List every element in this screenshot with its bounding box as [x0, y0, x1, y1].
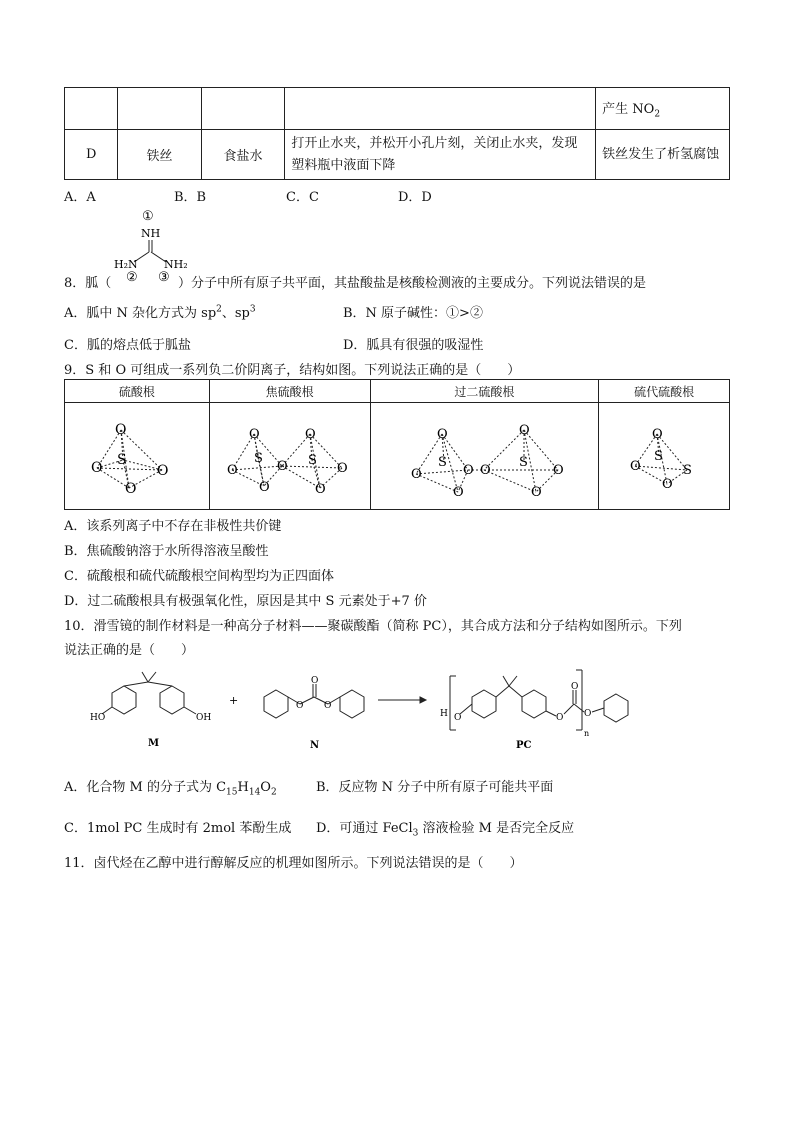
thiosulfate-structure: [601, 404, 727, 504]
table-cell: 铁丝: [118, 130, 202, 180]
svg-text:O: O: [662, 477, 673, 492]
q10-option-c: C．1mol PC 生成时有 2mol 苯酚生成: [64, 821, 292, 836]
svg-text:O: O: [336, 461, 348, 476]
svg-text:S: S: [307, 453, 317, 468]
q9-option-d: D．过二硫酸根具有极强氧化性，原因是其中 S 元素处于+7 价: [64, 594, 427, 609]
q10-stem-line1: 10．滑雪镜的制作材料是一种高分子材料——聚碳酸酯（简称 PC），其合成方法和分子结构如图所示。下列: [64, 619, 682, 634]
svg-text:O: O: [258, 480, 270, 495]
svg-text:NH₂: NH₂: [164, 258, 188, 271]
table-cell: 打开止水夹，并松开小孔片刻，关闭止水夹，发现塑料瓶中液面下降: [285, 130, 596, 180]
svg-text:H₂N: H₂N: [114, 258, 138, 271]
svg-text:O: O: [156, 463, 169, 479]
table-cell: 产生 $NO_2$: [596, 88, 730, 130]
svg-text:S: S: [683, 463, 693, 478]
q8-stem: 8．胍（ ）分子中所有原子共平面，其盐酸盐是核酸检测液的主要成分。下列说法错误的是: [64, 276, 647, 291]
svg-text:O: O: [553, 463, 565, 478]
svg-text:O: O: [314, 482, 326, 497]
q9-stem: 9．S 和 O 可组成一系列负二价阴离子，结构如图。下列说法正确的是（ ）: [64, 363, 521, 378]
q8-option-a: A．胍中 N 杂化方式为 $sp^2$、$sp^3$: [64, 304, 256, 321]
svg-text:S: S: [116, 452, 127, 468]
svg-text:PC: PC: [516, 740, 532, 751]
q10-option-d: D．可通过 FeCl$_3$ 溶液检验 M 是否完全反应: [316, 821, 575, 839]
svg-text:O: O: [571, 682, 579, 692]
q7-option-a: A．A: [64, 190, 96, 205]
svg-text:O: O: [226, 463, 238, 478]
svg-text:O: O: [454, 713, 462, 723]
q8-option-b: B．N 原子碱性：①>②: [343, 306, 483, 321]
svg-text:③: ③: [158, 270, 170, 282]
svg-text:O: O: [114, 422, 127, 438]
svg-text:②: ②: [126, 270, 138, 282]
pc-synthesis-scheme: [64, 664, 664, 758]
table-row: [65, 380, 730, 403]
table-row: [65, 403, 730, 510]
table-cell: 食盐水: [201, 130, 285, 180]
q10-option-b: B．反应物 N 分子中所有原子可能共平面: [316, 780, 554, 795]
svg-text:O: O: [519, 423, 531, 438]
svg-text:O: O: [124, 481, 137, 497]
table-cell: 铁丝发生了析氢腐蚀: [596, 130, 730, 180]
header-thiosulfate: 硫代硫酸根: [599, 380, 730, 403]
peroxydisulfate-structure: [372, 404, 596, 504]
sulfate-structure: [67, 404, 207, 504]
svg-text:O: O: [531, 485, 543, 500]
svg-text:O: O: [556, 713, 564, 723]
svg-text:S: S: [253, 451, 263, 466]
q9-option-c: C．硫酸根和硫代硫酸根空间构型均为正四面体: [64, 569, 334, 584]
sulfate-figure-cell: [65, 403, 210, 510]
svg-text:O: O: [90, 460, 103, 476]
svg-text:O: O: [630, 459, 641, 474]
svg-text:O: O: [453, 485, 465, 500]
svg-text:N: N: [310, 740, 320, 751]
svg-text:O: O: [480, 463, 492, 478]
svg-text:O: O: [304, 427, 316, 442]
thiosulfate-figure-cell: [599, 403, 730, 510]
q11-stem: 11．卤代烃在乙醇中进行醇解反应的机理如图所示。下列说法错误的是（ ）: [64, 856, 523, 871]
sulfur-oxyanion-table: [64, 379, 730, 510]
svg-text:O: O: [296, 701, 304, 711]
guanidine-structure: [112, 206, 192, 282]
table-row: [65, 130, 730, 180]
q10-stem-line2: 说法正确的是（ ）: [64, 643, 195, 658]
svg-text:O: O: [584, 709, 592, 719]
peroxydisulfate-figure-cell: [370, 403, 599, 510]
svg-text:S: S: [519, 455, 529, 470]
table-row: [65, 88, 730, 130]
svg-text:O: O: [411, 467, 423, 482]
svg-text:S: S: [438, 455, 448, 470]
q10-option-a: A．化合物 M 的分子式为 $C_{15}H_{14}O_2$: [64, 780, 277, 798]
svg-text:n: n: [584, 729, 590, 738]
q7-option-b: B．B: [174, 190, 207, 205]
pyrosulfate-figure-cell: [209, 403, 370, 510]
svg-text:O: O: [437, 427, 449, 442]
header-peroxydisulfate: 过二硫酸根: [370, 380, 599, 403]
svg-text:+: +: [229, 694, 239, 707]
svg-text:O: O: [248, 427, 260, 442]
q8-option-d: D．胍具有很强的吸湿性: [343, 338, 484, 353]
q7-option-c: C．C: [286, 190, 319, 205]
svg-text:O: O: [652, 427, 663, 442]
q9-option-b: B．焦硫酸钠溶于水所得溶液呈酸性: [64, 544, 269, 559]
svg-text:O: O: [311, 676, 319, 686]
svg-text:O: O: [463, 463, 475, 478]
experiment-table: [64, 87, 730, 180]
header-pyrosulfate: 焦硫酸根: [209, 380, 370, 403]
svg-text:H: H: [440, 709, 448, 719]
q7-option-d: D．D: [398, 190, 432, 205]
svg-text:OH: OH: [196, 713, 212, 723]
svg-text:M: M: [148, 738, 160, 749]
svg-text:HO: HO: [90, 713, 106, 723]
q8-option-c: C．胍的熔点低于胍盐: [64, 338, 191, 353]
svg-text:O: O: [276, 459, 288, 474]
svg-text:O: O: [324, 701, 332, 711]
svg-text:NH: NH: [141, 227, 161, 240]
pyrosulfate-structure: [212, 404, 368, 504]
table-cell: D: [65, 130, 118, 180]
header-sulfate: 硫酸根: [65, 380, 210, 403]
q9-option-a: A．该系列离子中不存在非极性共价键: [64, 519, 282, 534]
svg-text:S: S: [654, 449, 664, 464]
svg-text:①: ①: [142, 209, 154, 224]
